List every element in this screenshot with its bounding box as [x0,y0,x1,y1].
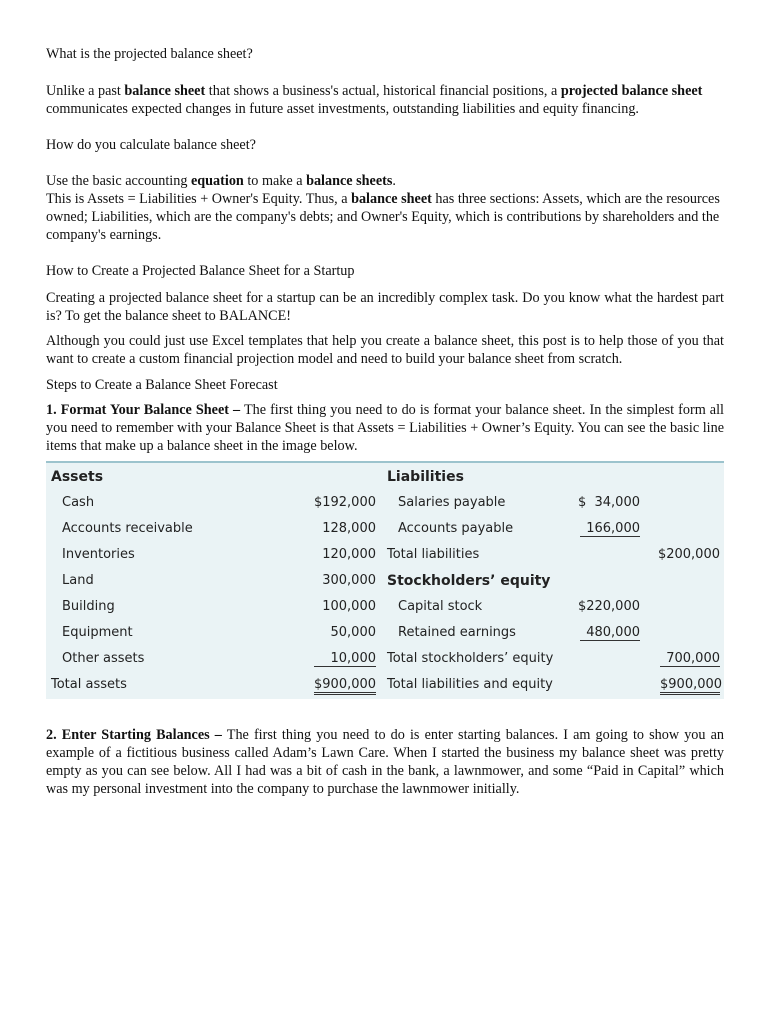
asset-label: Accounts receivable [62,521,193,536]
accounts-payable-value: 166,000 [580,521,640,537]
step-2-paragraph: 2. Enter Starting Balances – The first thing you need to do is enter starting balances. I am going to show you an example of a fictitious business called Adam’s Lawn Care. When I started the business my balance sheet was pretty empty as you can see below. All I had was a bit of cash in the bank, a lawnmower, and some “Paid in Capital” which was my personal investment into the company to purchase the lawnmower initially. [46,727,725,797]
asset-label: Land [62,573,94,588]
step-1-paragraph: 1. Format Your Balance Sheet – The first thing you need to do is format your balance sheet. In the simplest form all you need to remember with your Balance Sheet is that Assets = Liabilities + Owner’s Equity. You can see the basic line items that make up a balance sheet in the image below. [46,402,724,454]
total-liabilities-value: $200,000 [657,547,720,562]
question-heading-2: How do you calculate balance sheet? [46,137,256,153]
capital-stock-label: Capital stock [398,599,483,614]
total-equity-label: Total stockholders’ equity [387,651,554,666]
asset-value: 10,000 [314,651,376,667]
paragraph-complex-task: Creating a projected balance sheet for a startup can be an incredibly complex task. Do you know what the hardest part is? To get the balance sheet to BALANCE! [46,290,724,324]
section-heading-steps: Steps to Create a Balance Sheet Forecast [46,377,278,393]
asset-value: 50,000 [330,625,376,640]
total-equity-value: 700,000 [660,651,720,667]
total-assets-value: $900,000 [314,677,376,695]
stockholders-equity-header: Stockholders’ equity [387,573,551,589]
section-heading-startup: How to Create a Projected Balance Sheet for a Startup [46,263,355,279]
total-liab-equity-label: Total liabilities and equity [387,677,553,692]
retained-earnings-label: Retained earnings [398,625,516,640]
asset-value: 128,000 [322,521,376,536]
paragraph-projected-definition: Unlike a past balance sheet that shows a business's actual, historical financial positions, a projected balance sheet communicates expected changes in future asset investments, outstanding liabilities and equity financing. [46,83,703,117]
accounts-payable-label: Accounts payable [398,521,514,536]
asset-label: Cash [62,495,95,510]
salaries-payable-value: $ 34,000 [577,495,640,510]
total-liabilities-label: Total liabilities [387,547,480,562]
asset-label: Other assets [62,651,145,666]
retained-earnings-value: 480,000 [580,625,640,641]
balance-sheet-figure [46,461,724,699]
asset-value: $192,000 [313,495,376,510]
asset-label: Building [62,599,115,614]
paragraph-calculate: Use the basic accounting equation to make a balance sheets. This is Assets = Liabilities + Owner's Equity. Thus, a balance sheet has three sections: Assets, which are the resources owned; Liabilities, which are the company's debts; and Owner's Equity, which is contributions by shareholders and the company's earnings. [46,173,720,243]
salaries-payable-label: Salaries payable [398,495,506,510]
total-liab-equity-value: $900,000 [660,677,720,695]
asset-label: Inventories [62,547,135,562]
paragraph-excel-templates: Although you could just use Excel templates that help you create a balance sheet, this post is to help those of you that want to create a custom financial projection model and need to build your balance sheet from scratch. [46,333,724,367]
total-assets-label: Total assets [51,677,127,692]
asset-value: 300,000 [322,573,376,588]
assets-header: Assets [51,469,104,485]
asset-value: 120,000 [322,547,376,562]
question-heading-1: What is the projected balance sheet? [46,46,253,62]
asset-value: 100,000 [322,599,376,614]
liabilities-header: Liabilities [387,469,464,485]
asset-label: Equipment [62,625,133,640]
capital-stock-value: $220,000 [577,599,640,614]
